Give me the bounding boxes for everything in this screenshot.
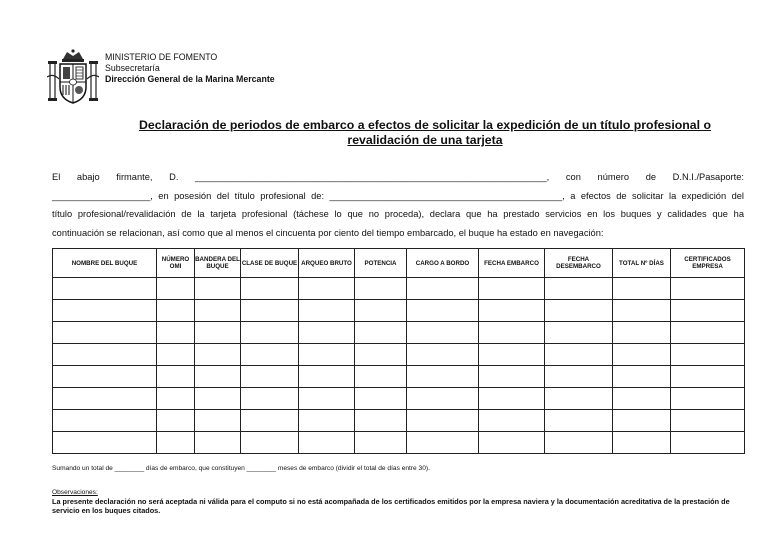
document-title <box>120 118 730 148</box>
table-cell[interactable] <box>195 388 241 410</box>
table-cell[interactable] <box>241 410 299 432</box>
ministry-header <box>105 52 275 85</box>
table-cell[interactable] <box>613 300 671 322</box>
table-row <box>53 278 745 300</box>
table-cell[interactable] <box>613 278 671 300</box>
table-cell[interactable] <box>479 410 545 432</box>
coat-of-arms-icon <box>47 49 99 107</box>
declaration-line-2: ___________________, en posesión del título profesional de: _____________________________________________, a efectos de solicitar la expedición del <box>52 190 744 201</box>
table-cell[interactable] <box>157 344 195 366</box>
vessel-table <box>52 248 745 454</box>
table-cell[interactable] <box>355 366 407 388</box>
table-cell[interactable] <box>241 366 299 388</box>
column-header: FECHA DESEMBARCO <box>545 249 613 278</box>
table-cell[interactable] <box>671 388 745 410</box>
table-cell[interactable] <box>355 300 407 322</box>
column-header: CERTIFICADOS EMPRESA <box>671 249 745 278</box>
table-cell[interactable] <box>545 278 613 300</box>
table-cell[interactable] <box>545 432 613 454</box>
table-row <box>53 432 745 454</box>
table-cell[interactable] <box>613 366 671 388</box>
declaration-line-1: El abajo firmante, D. ____________________________________________________________________, con número de D.N.I./Pasaporte: <box>52 172 744 182</box>
table-cell[interactable] <box>479 432 545 454</box>
table-cell[interactable] <box>157 388 195 410</box>
column-header: CARGO A BORDO <box>407 249 479 278</box>
table-cell[interactable] <box>355 432 407 454</box>
table-cell[interactable] <box>355 410 407 432</box>
table-cell[interactable] <box>407 322 479 344</box>
table-cell[interactable] <box>195 366 241 388</box>
table-cell[interactable] <box>241 432 299 454</box>
table-cell[interactable] <box>299 322 355 344</box>
column-header: TOTAL Nº DÍAS <box>613 249 671 278</box>
table-cell[interactable] <box>241 278 299 300</box>
table-cell[interactable] <box>355 344 407 366</box>
table-header-row <box>53 249 745 278</box>
table-cell[interactable] <box>53 278 157 300</box>
table-cell[interactable] <box>613 432 671 454</box>
table-cell[interactable] <box>157 300 195 322</box>
table-cell[interactable] <box>157 366 195 388</box>
table-cell[interactable] <box>407 410 479 432</box>
table-cell[interactable] <box>195 432 241 454</box>
table-cell[interactable] <box>355 388 407 410</box>
table-cell[interactable] <box>671 344 745 366</box>
declaration-line-4: continuación se relacionan, así como que al menos el cincuenta por ciento del tiempo embarcado, el buque ha estado en navegación: <box>52 227 604 238</box>
table-cell[interactable] <box>195 300 241 322</box>
table-cell[interactable] <box>157 278 195 300</box>
table-row <box>53 322 745 344</box>
table-cell[interactable] <box>479 388 545 410</box>
column-header: FECHA EMBARCO <box>479 249 545 278</box>
direccion-general-label: Dirección General de la Marina Mercante <box>105 74 275 84</box>
table-cell[interactable] <box>545 388 613 410</box>
table-cell[interactable] <box>671 322 745 344</box>
table-cell[interactable] <box>195 278 241 300</box>
table-cell[interactable] <box>53 300 157 322</box>
title-line-2: revalidación de una tarjeta <box>347 133 503 147</box>
table-cell[interactable] <box>53 322 157 344</box>
table-cell[interactable] <box>299 432 355 454</box>
table-cell[interactable] <box>299 278 355 300</box>
ministry-name: MINISTERIO DE FOMENTO <box>105 52 218 62</box>
table-row <box>53 366 745 388</box>
table-cell[interactable] <box>241 388 299 410</box>
table-cell[interactable] <box>613 322 671 344</box>
table-cell[interactable] <box>545 344 613 366</box>
table-cell[interactable] <box>407 366 479 388</box>
table-cell[interactable] <box>613 344 671 366</box>
table-cell[interactable] <box>241 344 299 366</box>
table-cell[interactable] <box>479 300 545 322</box>
table-cell[interactable] <box>479 322 545 344</box>
table-cell[interactable] <box>157 410 195 432</box>
table-cell[interactable] <box>299 366 355 388</box>
table-cell[interactable] <box>299 410 355 432</box>
table-cell[interactable] <box>545 322 613 344</box>
declaration-paragraph <box>52 168 744 242</box>
table-cell[interactable] <box>241 322 299 344</box>
table-cell[interactable] <box>613 388 671 410</box>
table-cell[interactable] <box>671 432 745 454</box>
table-cell[interactable] <box>157 322 195 344</box>
table-body <box>53 278 745 454</box>
table-cell[interactable] <box>53 344 157 366</box>
table-cell[interactable] <box>195 410 241 432</box>
table-cell[interactable] <box>241 300 299 322</box>
table-cell[interactable] <box>53 388 157 410</box>
observations-label: Observaciones: <box>52 489 98 496</box>
table-cell[interactable] <box>53 366 157 388</box>
table-cell[interactable] <box>545 300 613 322</box>
table-row <box>53 410 745 432</box>
column-header: NÚMERO OMI <box>157 249 195 278</box>
title-line-1: Declaración de periodos de embarco a efectos de solicitar la expedición de un título profesional o <box>139 118 711 132</box>
table-cell[interactable] <box>671 366 745 388</box>
table-cell[interactable] <box>53 432 157 454</box>
table-cell[interactable] <box>671 300 745 322</box>
table-cell[interactable] <box>355 278 407 300</box>
table-cell[interactable] <box>407 300 479 322</box>
table-cell[interactable] <box>355 322 407 344</box>
observations-text: La presente declaración no será aceptada ni válida para el computo si no está acompañada de los certificados emitidos por la empresa naviera y la documentación acreditativa de la prestación de servicio en los buques citados. <box>52 497 730 515</box>
table-cell[interactable] <box>299 388 355 410</box>
table-cell[interactable] <box>545 410 613 432</box>
declaration-line-3: título profesional/revalidación de la tarjeta profesional (táchese lo que no proceda), declara que ha prestado servicios en los buques y calidades que ha <box>52 209 744 219</box>
days-summary: Sumando un total de ________ días de embarco, que constituyen ________ meses de embarco (dividir el total de días entre 30). <box>52 465 430 472</box>
table-cell[interactable] <box>545 366 613 388</box>
table-cell[interactable] <box>407 278 479 300</box>
column-header: NOMBRE DEL BUQUE <box>53 249 157 278</box>
table-cell[interactable] <box>195 344 241 366</box>
table-cell[interactable] <box>479 278 545 300</box>
table-cell[interactable] <box>671 278 745 300</box>
table-cell[interactable] <box>671 410 745 432</box>
table-cell[interactable] <box>407 344 479 366</box>
table-row <box>53 388 745 410</box>
table-cell[interactable] <box>407 388 479 410</box>
column-header: BANDERA DEL BUQUE <box>195 249 241 278</box>
table-cell[interactable] <box>479 366 545 388</box>
table-row <box>53 344 745 366</box>
table-cell[interactable] <box>195 322 241 344</box>
column-header: POTENCIA <box>355 249 407 278</box>
table-cell[interactable] <box>479 344 545 366</box>
table-cell[interactable] <box>299 344 355 366</box>
table-cell[interactable] <box>299 300 355 322</box>
column-header: CLASE DE BUQUE <box>241 249 299 278</box>
table-cell[interactable] <box>157 432 195 454</box>
table-cell[interactable] <box>613 410 671 432</box>
table-row <box>53 300 745 322</box>
subsecretaria-label: Subsecretaría <box>105 63 160 73</box>
table-cell[interactable] <box>407 432 479 454</box>
column-header: ARQUEO BRUTO <box>299 249 355 278</box>
table-cell[interactable] <box>53 410 157 432</box>
